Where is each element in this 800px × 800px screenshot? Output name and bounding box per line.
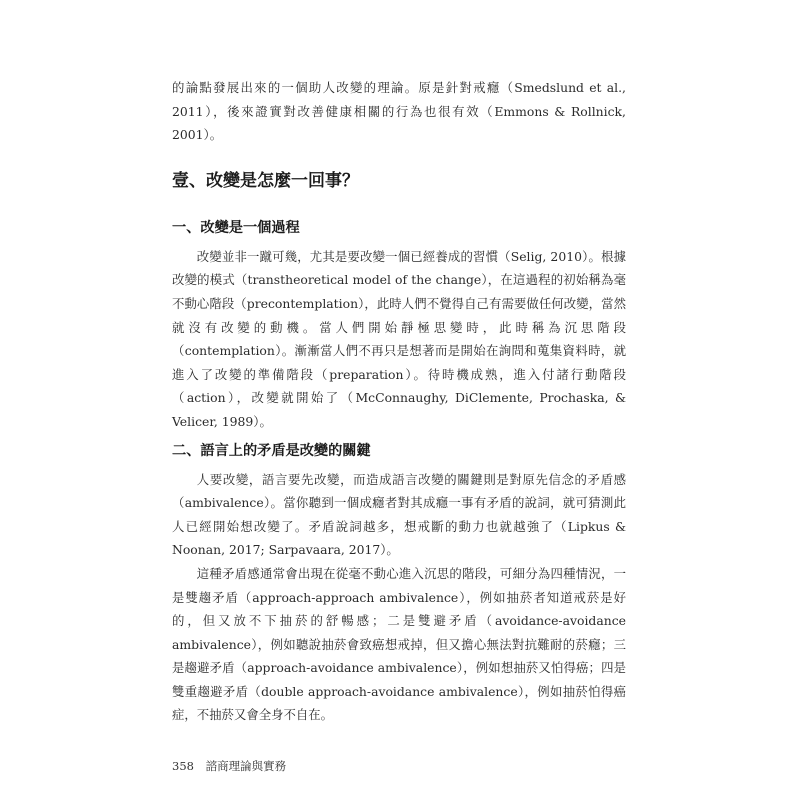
subsection-2-paragraph-2: 這種矛盾感通常會出現在從毫不動心進入沉思的階段，可細分為四種情況，一是雙趨矛盾（approach-approach ambivalence），例如抽菸者知道戒菸是好的，但又放不下抽菸的舒暢感；二是雙避矛盾（avoidance-avoidance ambivalence），例如聽說抽菸會致癌想戒掉，但又擔心無法對抗難耐的菸癮；三是趨避矛盾（approach-avoidance ambivalence），例如想抽菸又怕得癌；四是雙重趨避矛盾（double approach-avoidance ambivalence），例如抽菸怕得癌症，不抽菸又會全身不自在。 [172,565,626,723]
page-content [172,76,626,727]
section-heading: 壹、改變是怎麼一回事？ [172,170,359,191]
page-number: 358 [172,759,194,773]
running-title: 諮商理論與實務 [205,759,287,773]
page-footer [172,758,286,774]
subsection-1-paragraph-1: 改變並非一蹴可幾，尤其是要改變一個已經養成的習慣（Selig, 2010）。根據改變的模式（transtheoretical model of the change），在這過程的初始稱為毫不動心階段（precontemplation），此時人們不覺得自己有需要做任何改變，當然就沒有改變的動機。當人們開始靜極思變時，此時稱為沉思階段（contemplation）。漸漸當人們不再只是想著而是開始在詢問和蒐集資料時，就進入了改變的準備階段（preparation）。待時機成熟，進入付諸行動階段（action），改變就開始了（McConnaughy, DiClemente, Prochaska, & Velicer, 1989）。 [172,248,626,429]
subsection-2-paragraph-1: 人要改變，語言要先改變，而造成語言改變的關鍵則是對原先信念的矛盾感（ambivalence）。當你聽到一個成癮者對其成癮一事有矛盾的說詞，就可猜測此人已經開始想改變了。矛盾說詞越多，想戒斷的動力也就越強了（Lipkus & Noonan, 2017; Sarpavaara, 2017）。 [172,471,626,558]
intro-paragraph: 的論點發展出來的一個助人改變的理論。原是針對戒癮（Smedslund et al., 2011），後來證實對改善健康相關的行為也很有效（Emmons & Rollnick, 2001）。 [172,80,626,143]
subsection-heading-2: 二、語言上的矛盾是改變的關鍵 [172,442,371,459]
subsection-heading-1: 一、改變是一個過程 [172,219,300,236]
